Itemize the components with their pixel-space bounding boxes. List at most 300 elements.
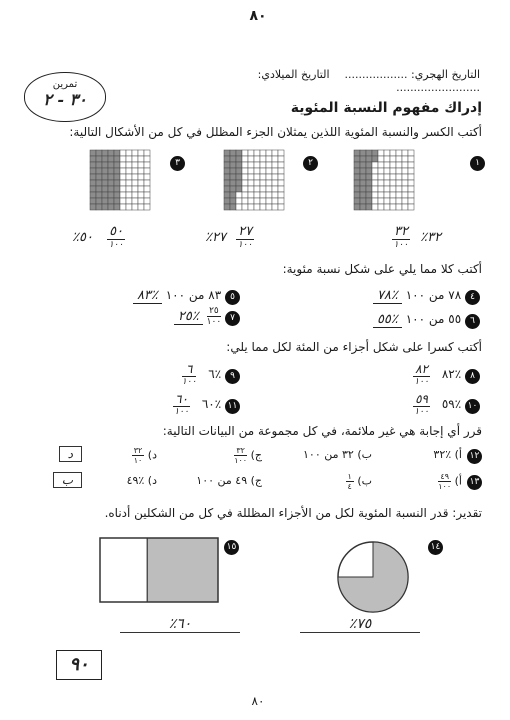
grid3-cell	[108, 192, 114, 198]
answer-1-percent: ٪٣٢	[420, 229, 442, 245]
grid3-cell	[102, 198, 108, 204]
grid3-cell	[138, 168, 144, 174]
grid3-cell	[126, 180, 132, 186]
grid3-cell	[108, 198, 114, 204]
grid3-cell	[114, 174, 120, 180]
grid2-cell	[242, 174, 248, 180]
grid2-cell	[266, 198, 272, 204]
grid3-cell	[90, 198, 96, 204]
grid3-cell	[120, 162, 126, 168]
grid2-cell	[260, 192, 266, 198]
grid2-cell	[224, 198, 230, 204]
gregorian-date-label: التاريخ الميلادي: ........................	[257, 68, 480, 94]
q12-row	[30, 446, 482, 470]
grid1-cell	[360, 192, 366, 198]
grid3-cell	[126, 186, 132, 192]
grid1-cell	[396, 150, 402, 156]
grid1-cell	[396, 174, 402, 180]
grid3-cell	[108, 174, 114, 180]
q13-row	[30, 472, 482, 496]
grid-item2	[224, 150, 284, 210]
grid3-cell	[96, 168, 102, 174]
grid2-cell	[230, 174, 236, 180]
s3-item8-num: ٨٢	[415, 362, 428, 376]
grid1-cell	[390, 198, 396, 204]
grid2-cell	[248, 162, 254, 168]
grid2-cell	[230, 198, 236, 204]
grid2-cell	[224, 150, 230, 156]
s3-item11-text: ٪٦٠	[201, 397, 222, 411]
grid3-cell	[96, 150, 102, 156]
answer-3-percent: ٪٥٠	[72, 229, 93, 245]
badge-6: ٦	[465, 314, 480, 329]
grid1-cell	[408, 180, 414, 186]
grid1-cell	[384, 198, 390, 204]
grid2-cell	[260, 186, 266, 192]
grid2-cell	[272, 198, 278, 204]
q13-option-c: ج) ٤٩ من ١٠٠	[196, 474, 262, 487]
s3-item9-den: ١٠٠	[181, 377, 197, 387]
grid3-cell	[132, 192, 138, 198]
grid3-cell	[102, 174, 108, 180]
grid3-cell	[114, 186, 120, 192]
grid3-cell	[138, 186, 144, 192]
grid1-cell	[378, 186, 384, 192]
grid2-cell	[272, 168, 278, 174]
grid1-cell	[402, 156, 408, 162]
grid1-cell	[378, 156, 384, 162]
grid2-cell	[236, 174, 242, 180]
grid2-cell	[248, 192, 254, 198]
grid1-cell	[396, 156, 402, 162]
grid1-cell	[390, 162, 396, 168]
section5-instruction: تقدير: قدر النسبة المئوية لكل من الأجزاء المظللة في كل من الشكلين أدناه.	[104, 506, 482, 520]
grid3-cell	[96, 180, 102, 186]
grid2-cell	[278, 192, 284, 198]
grid2-cell	[278, 204, 284, 210]
grid3-cell	[108, 150, 114, 156]
grid2-cell	[260, 156, 266, 162]
badge-5: ٥	[225, 290, 240, 305]
grid1-cell	[384, 174, 390, 180]
grid2-cell	[260, 162, 266, 168]
grid1-cell	[360, 156, 366, 162]
grid2-cell	[236, 186, 242, 192]
q13-b-den: ٤	[347, 482, 352, 491]
grid1-cell	[384, 168, 390, 174]
grid2-cell	[224, 174, 230, 180]
grid3-cell	[120, 180, 126, 186]
grid1-cell	[384, 162, 390, 168]
s3-item9-num: ٦	[182, 362, 197, 377]
grid1-cell	[366, 168, 372, 174]
grid3-cell	[96, 192, 102, 198]
grid3-cell	[138, 204, 144, 210]
grid2-cell	[230, 180, 236, 186]
grid3-cell	[90, 204, 96, 210]
grid3-cell	[120, 168, 126, 174]
grid2-cell	[242, 204, 248, 210]
grid1-cell	[396, 198, 402, 204]
grid3-cell	[138, 162, 144, 168]
grid1-cell	[402, 174, 408, 180]
grid3-cell	[144, 168, 150, 174]
grid1-cell	[378, 168, 384, 174]
grid1-cell	[366, 150, 372, 156]
grid2-cell	[236, 156, 242, 162]
q13-option-a	[438, 472, 462, 491]
grid2-cell	[248, 204, 254, 210]
grid3-cell	[144, 204, 150, 210]
grid2-cell	[278, 186, 284, 192]
grid3-cell	[90, 174, 96, 180]
grid2-cell	[254, 168, 260, 174]
grid2-cell	[248, 168, 254, 174]
grid1-cell	[366, 204, 372, 210]
badge-10: ١٠	[465, 399, 480, 414]
s5-answer-15: ٪٦٠	[120, 616, 240, 633]
grid2-cell	[278, 156, 284, 162]
q13-a-prefix: أ)	[454, 474, 462, 488]
answer-3-den: ١٠٠	[108, 240, 124, 250]
grid1-cell	[408, 162, 414, 168]
grid3-cell	[90, 168, 96, 174]
grid2-cell	[272, 192, 278, 198]
q13-b-num: ١	[347, 472, 352, 481]
grid2-cell	[272, 162, 278, 168]
grid1-cell	[366, 174, 372, 180]
grid1-cell	[384, 180, 390, 186]
grid1-cell	[354, 168, 360, 174]
answer-1-num: ٣٢	[394, 224, 408, 239]
grid2-cell	[278, 150, 284, 156]
grid1-cell	[366, 156, 372, 162]
grid1-cell	[378, 204, 384, 210]
grid1-cell	[354, 204, 360, 210]
grid2-cell	[272, 174, 278, 180]
grid1-cell	[360, 186, 366, 192]
grid1-cell	[372, 180, 378, 186]
grid3-cell	[96, 162, 102, 168]
s3-item8-text: ٪٨٢	[441, 367, 462, 381]
grid3-cell	[132, 186, 138, 192]
grid1-cell	[402, 204, 408, 210]
s2-item7	[60, 306, 240, 327]
q13-a-den: ١٠٠	[438, 482, 452, 491]
grid3-cell	[102, 150, 108, 156]
page-number-top: ٨٠	[249, 8, 267, 24]
q13-answer-box: ب	[53, 472, 82, 488]
s5-answer-14: ٪٧٥	[300, 616, 420, 633]
grid1-cell	[372, 162, 378, 168]
grid1-cell	[402, 168, 408, 174]
answer-2	[205, 224, 254, 250]
grid2-cell	[278, 168, 284, 174]
grid1-cell	[384, 204, 390, 210]
s3-item9-text: ٪٦	[208, 367, 222, 381]
grid3-cell	[126, 198, 132, 204]
grid3-cell	[90, 180, 96, 186]
q12-c-den: ١٠٠	[234, 456, 248, 465]
grid3-cell	[144, 198, 150, 204]
section4-instruction: قرر أي إجابة هي غير ملائمة، في كل مجموعة من البيانات التالية:	[162, 424, 482, 438]
grid3-cell	[138, 156, 144, 162]
grid1-cell	[408, 186, 414, 192]
grid1-cell	[354, 180, 360, 186]
grid1-cell	[384, 156, 390, 162]
grid3-cell	[132, 156, 138, 162]
section1-instruction: أكتب الكسر والنسبة المئوية اللذين يمثلان الجزء المظلل في كل من الأشكال التالية:	[69, 125, 482, 139]
grid2-cell	[266, 204, 272, 210]
grid2-cell	[266, 156, 272, 162]
grid1-cell	[408, 192, 414, 198]
grid3-cell	[102, 180, 108, 186]
grid1-cell	[378, 180, 384, 186]
badge-1: ١	[470, 156, 485, 171]
grid2-cell	[242, 156, 248, 162]
grid2-cell	[236, 150, 242, 156]
grid2-cell	[278, 198, 284, 204]
grid1-cell	[354, 174, 360, 180]
grid1-cell	[366, 198, 372, 204]
grid1-cell	[408, 198, 414, 204]
grid2-cell	[242, 150, 248, 156]
grid3-cell	[114, 180, 120, 186]
grid2-cell	[278, 174, 284, 180]
grid1-cell	[390, 180, 396, 186]
grid2-cell	[266, 168, 272, 174]
grid3-cell	[120, 192, 126, 198]
grid2-cell	[254, 150, 260, 156]
grid1-cell	[372, 174, 378, 180]
grid1-cell	[402, 198, 408, 204]
grid-item3	[90, 150, 150, 210]
s3-item8	[330, 362, 480, 387]
grid2-cell	[224, 204, 230, 210]
grid2-cell	[242, 198, 248, 204]
grid3-cell	[108, 162, 114, 168]
grid3-cell	[108, 204, 114, 210]
grid2-cell	[272, 180, 278, 186]
grid1-cell	[372, 204, 378, 210]
grid3-cell	[132, 198, 138, 204]
grid3-cell	[144, 156, 150, 162]
q13-b-prefix: ب)	[357, 474, 372, 488]
s3-item10-den: ١٠٠	[414, 407, 429, 417]
grid2-cell	[242, 168, 248, 174]
grid2-cell	[254, 156, 260, 162]
answer-1-den: ١٠٠	[393, 240, 409, 250]
answer-2-percent: ٪٢٧	[205, 229, 226, 245]
grid2-cell	[266, 192, 272, 198]
grid2-cell	[272, 204, 278, 210]
grid3-cell	[114, 198, 120, 204]
grid2-cell	[254, 186, 260, 192]
grid2-cell	[248, 186, 254, 192]
grid2-cell	[266, 174, 272, 180]
grid3-cell	[120, 156, 126, 162]
answer-2-num: ٢٧	[238, 224, 253, 239]
q13-a-num: ٤٩	[438, 472, 451, 482]
grid2-cell	[224, 162, 230, 168]
grid3-cell	[144, 192, 150, 198]
grid3-cell	[144, 162, 150, 168]
grid3-cell	[138, 174, 144, 180]
rect-shaded-part	[147, 538, 218, 602]
grid3-cell	[90, 150, 96, 156]
grid3-cell	[120, 150, 126, 156]
s2-item6	[300, 312, 480, 329]
s2-item4	[300, 288, 480, 305]
grid3-cell	[132, 180, 138, 186]
grid3-cell	[108, 156, 114, 162]
header-dates	[180, 68, 480, 94]
s3-item10-num: ٥٩	[415, 392, 428, 406]
grid1-cell	[396, 192, 402, 198]
grid3-cell	[132, 162, 138, 168]
grid1-cell	[360, 198, 366, 204]
grid2-cell	[224, 180, 230, 186]
grid2-cell	[230, 186, 236, 192]
grid2-cell	[236, 192, 242, 198]
grid3-cell	[126, 174, 132, 180]
grid2-cell	[230, 156, 236, 162]
hijri-date-label: التاريخ الهجري: ..................	[344, 68, 480, 81]
grid1-cell	[360, 168, 366, 174]
grid3-cell	[96, 156, 102, 162]
grid1-cell	[390, 174, 396, 180]
grid3-cell	[108, 186, 114, 192]
grid2-cell	[242, 192, 248, 198]
q12-option-b: ب) ٣٢ من ١٠٠	[303, 448, 372, 461]
answer-3-num: ٥٠	[109, 224, 124, 239]
s2-item5-answer: ٪٨٣	[133, 288, 162, 304]
grid3-cell	[120, 198, 126, 204]
grid2-cell	[242, 162, 248, 168]
grid1-cell	[360, 150, 366, 156]
grid2-cell	[236, 198, 242, 204]
grid2-cell	[242, 180, 248, 186]
grid1-cell	[396, 186, 402, 192]
s3-item8-den: ١٠٠	[414, 377, 429, 387]
section2-instruction: أكتب كلا مما يلي على شكل نسبة مئوية:	[282, 262, 482, 276]
grid3-cell	[114, 162, 120, 168]
grid3-cell	[126, 162, 132, 168]
grid3-cell	[138, 180, 144, 186]
grid1-cell	[354, 150, 360, 156]
grid2-cell	[224, 156, 230, 162]
grid1-cell	[372, 192, 378, 198]
q12-d-num: ٣٢	[133, 446, 143, 455]
grid2-cell	[224, 168, 230, 174]
grid2-cell	[260, 204, 266, 210]
badge-11: ١١	[225, 399, 240, 414]
grid1-cell	[366, 192, 372, 198]
grid2-cell	[260, 180, 266, 186]
grid2-cell	[248, 150, 254, 156]
grid3-cell	[102, 162, 108, 168]
grid1-cell	[396, 204, 402, 210]
grid2-cell	[260, 174, 266, 180]
grid3-cell	[90, 156, 96, 162]
grid2-cell	[224, 192, 230, 198]
grid2-cell	[266, 186, 272, 192]
grid1-cell	[354, 156, 360, 162]
grid3-cell	[90, 186, 96, 192]
q13-option-d: د) ٪٤٩	[126, 474, 157, 487]
grid3-cell	[102, 156, 108, 162]
exercise-badge	[24, 72, 106, 122]
grid1-cell	[372, 156, 378, 162]
s3-item9	[90, 362, 240, 387]
grid1-cell	[396, 168, 402, 174]
grid1-cell	[402, 192, 408, 198]
answer-3	[72, 224, 125, 250]
grid1-cell	[408, 150, 414, 156]
rect-shape	[100, 538, 220, 604]
s3-item11-num: ٦٠	[175, 392, 188, 406]
grid1-cell	[396, 180, 402, 186]
grid3-cell	[96, 174, 102, 180]
grid1-cell	[378, 150, 384, 156]
grid2-cell	[272, 186, 278, 192]
exercise-badge-label: تمرين	[52, 79, 78, 90]
section3-instruction: أكتب كسرا على شكل أجزاء من المئة لكل مما يلي:	[226, 340, 482, 354]
grid3-cell	[108, 168, 114, 174]
grid2-cell	[254, 162, 260, 168]
grid3-cell	[126, 156, 132, 162]
grid1-cell	[402, 162, 408, 168]
grid2-cell	[248, 198, 254, 204]
q12-option-a: أ) ٪٣٢	[433, 448, 462, 461]
badge-15: ١٥	[224, 540, 239, 555]
grid1-cell	[378, 174, 384, 180]
grid2-cell	[230, 168, 236, 174]
grid3-cell	[126, 168, 132, 174]
grid-item1	[354, 150, 414, 210]
badge-8: ٨	[465, 369, 480, 384]
grid3-cell	[96, 186, 102, 192]
grid2-cell	[266, 162, 272, 168]
grid1-cell	[366, 180, 372, 186]
q12-c-num: ٣٢	[234, 446, 247, 456]
grid1-cell	[372, 150, 378, 156]
s3-item10	[330, 392, 480, 417]
grid3-cell	[102, 192, 108, 198]
grid3-cell	[114, 156, 120, 162]
grid3-cell	[132, 168, 138, 174]
grid2-cell	[236, 162, 242, 168]
badge-14: ١٤	[428, 540, 443, 555]
grid3-cell	[138, 198, 144, 204]
badge-2: ٢	[303, 156, 318, 171]
grid1-cell	[402, 150, 408, 156]
grid1-cell	[372, 198, 378, 204]
badge-4: ٤	[465, 290, 480, 305]
grid1-cell	[390, 192, 396, 198]
s3-item11-den: ١٠٠	[174, 407, 189, 417]
grid3-cell	[114, 150, 120, 156]
grid1-cell	[408, 156, 414, 162]
grid1-cell	[360, 204, 366, 210]
grid1-cell	[384, 192, 390, 198]
grid1-cell	[366, 186, 372, 192]
grid2-cell	[266, 180, 272, 186]
grid3-cell	[96, 204, 102, 210]
pie-shape	[328, 532, 418, 622]
grid2-cell	[272, 150, 278, 156]
s2-item5-text: ٨٣ من ١٠٠	[165, 288, 222, 302]
